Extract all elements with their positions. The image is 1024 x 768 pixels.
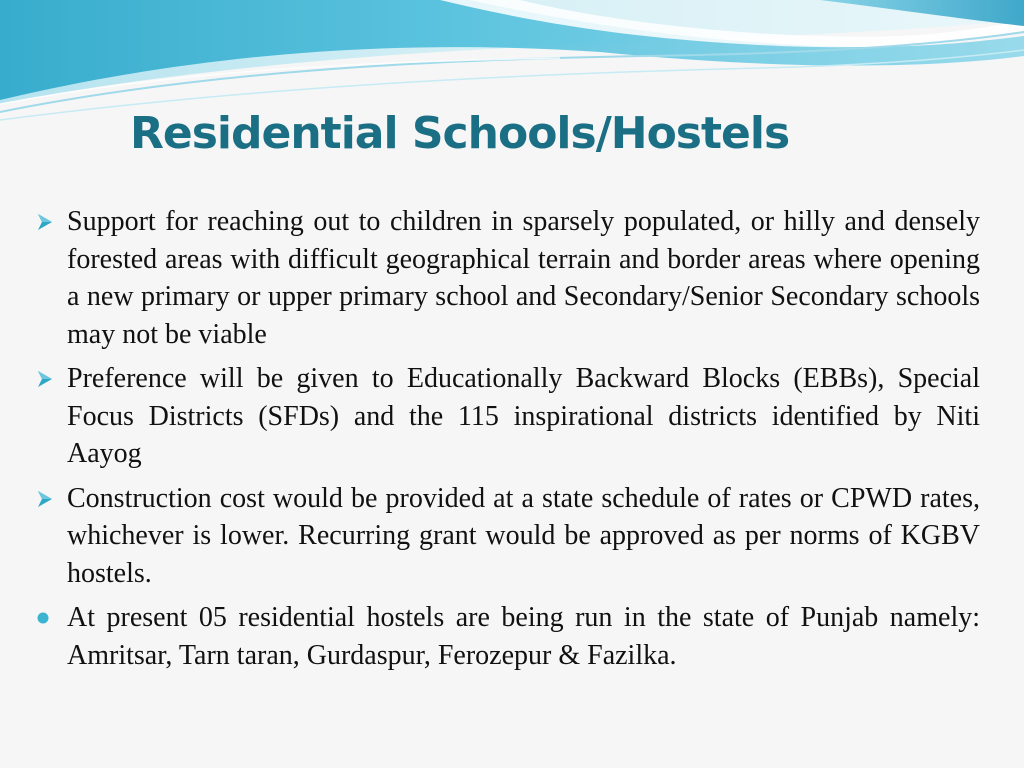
slide-title: Residential Schools/Hostels — [130, 108, 790, 159]
arrow-bullet-icon — [36, 370, 54, 388]
arrow-bullet-icon — [36, 213, 54, 231]
bullet-text: Construction cost would be provided at a state schedule of rates or CPWD rates, whichever is lower. Recurring grant would be approved as per norms of KGBV hostels. — [67, 482, 980, 589]
bullet-item — [36, 203, 980, 353]
bullet-text: Support for reaching out to children in sparsely populated, or hilly and densely forested areas with difficult geographical terrain and border areas where opening a new primary or upper primary school and Secondary/Senior Secondary schools may not be viable — [67, 206, 980, 350]
bullet-text: Preference will be given to Educationally Backward Blocks (EBBs), Special Focus Districts (SFDs) and the 115 inspirational districts identified by Niti Aayog — [67, 363, 980, 469]
bullet-item — [36, 480, 980, 593]
bullet-list — [36, 203, 980, 681]
arrow-bullet-icon — [36, 490, 54, 508]
dot-bullet-icon — [36, 609, 54, 627]
bullet-item — [36, 599, 980, 674]
bullet-item — [36, 360, 980, 473]
bullet-text: At present 05 residential hostels are being run in the state of Punjab namely: Amritsar, Tarn taran, Gurdaspur, Ferozepur & Fazilka. — [67, 602, 980, 671]
